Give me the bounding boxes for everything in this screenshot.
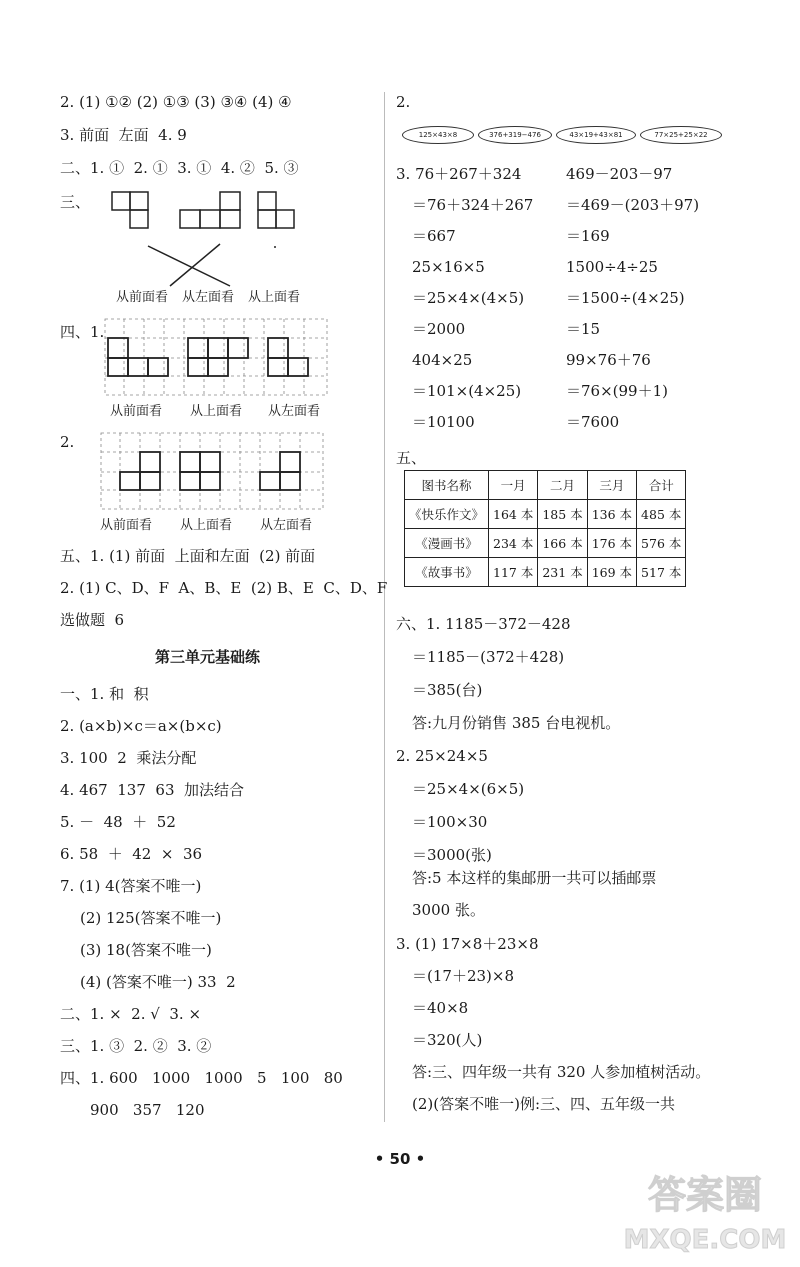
answer-line: (3) 18(答案不唯一) — [80, 941, 212, 959]
table-header-cell: 三月 — [587, 471, 636, 500]
table-cell: 164 本 — [489, 500, 538, 529]
answer-line: 7. (1) 4(答案不唯一) — [60, 877, 202, 895]
calc-line: 404×25 — [412, 351, 473, 369]
answer-line: 3. 100 2 乘法分配 — [60, 749, 197, 767]
figure-caption: 从上面看 — [248, 290, 301, 305]
figure-caption: 从上面看 — [190, 404, 243, 419]
figure-caption: 从左面看 — [182, 290, 235, 305]
table-cell: 《漫画书》 — [405, 529, 489, 558]
answer-line: 4. 467 137 63 加法结合 — [60, 781, 245, 799]
table-header-cell: 图书名称 — [405, 471, 489, 500]
section-title: 第三单元基础练 — [155, 648, 261, 666]
answer-line: 五、 — [396, 449, 427, 467]
calc-line: 3. 76＋267＋324 — [396, 165, 522, 183]
figure-caption: 从前面看 — [100, 518, 153, 533]
answer-line: ＝40×8 — [412, 999, 469, 1017]
table-cell: 136 本 — [587, 500, 636, 529]
figure-caption: 从上面看 — [180, 518, 233, 533]
table-header-cell: 一月 — [489, 471, 538, 500]
table-cell: 231 本 — [538, 558, 587, 587]
answer-line: 900 357 120 — [90, 1101, 205, 1119]
answer-line: ＝100×30 — [412, 813, 488, 831]
answer-line: ＝1185－(372＋428) — [412, 648, 565, 666]
table-cell: 《故事书》 — [405, 558, 489, 587]
expression-oval: 43×19+43×81 — [556, 126, 636, 144]
figure-caption: 从前面看 — [110, 404, 163, 419]
calc-line: ＝76＋324＋267 — [412, 196, 534, 214]
table-cell: 166 本 — [538, 529, 587, 558]
calc-line: ＝1500÷(4×25) — [566, 289, 685, 307]
calc-line: 99×76＋76 — [566, 351, 651, 369]
answer-line: 2. (1) C、D、F A、B、E (2) B、E C、D、F — [60, 579, 388, 597]
table-cell: 576 本 — [637, 529, 686, 558]
page-number: • 50 • — [374, 1150, 426, 1168]
calc-line: ＝469－(203＋97) — [566, 196, 700, 214]
answer-line: 六、1. 1185－372－428 — [396, 615, 571, 633]
calc-line: ＝15 — [566, 320, 601, 338]
answer-line: ＝(17＋23)×8 — [412, 967, 514, 985]
answer-line: 2. (a×b)×c＝a×(b×c) — [60, 717, 222, 735]
answer-line: 2. 25×24×5 — [396, 747, 488, 765]
answer-line: 3. (1) 17×8＋23×8 — [396, 935, 539, 953]
expression-ovals — [402, 126, 722, 144]
figure-caption: 从左面看 — [268, 404, 321, 419]
watermark-bottom: MXQE.COM — [623, 1225, 787, 1255]
table-cell: 517 本 — [637, 558, 686, 587]
figure-caption: 从前面看 — [116, 290, 169, 305]
calc-line: ＝7600 — [566, 413, 620, 431]
answer-line: 五、1. (1) 前面 上面和左面 (2) 前面 — [60, 547, 316, 565]
book-sales-table — [404, 470, 686, 587]
views-grid-4-2 — [100, 432, 325, 510]
answer-line: 选做题 6 — [60, 611, 125, 629]
calc-line: ＝667 — [412, 227, 456, 245]
table-row — [405, 500, 686, 529]
answer-line: 四、1. 600 1000 1000 5 100 80 — [60, 1069, 343, 1087]
answer-line: 三、 — [60, 193, 91, 211]
answer-line: 2. — [60, 433, 75, 451]
answer-line: 2. (1) ①② (2) ①③ (3) ③④ (4) ④ — [60, 93, 292, 111]
table-cell: 485 本 — [637, 500, 686, 529]
answer-line: 答:三、四年级一共有 320 人参加植树活动。 — [412, 1063, 711, 1081]
answer-line: 答:九月份销售 385 台电视机。 — [412, 714, 621, 732]
answer-line: 3. 前面 左面 4. 9 — [60, 126, 187, 144]
views-grid-4-1 — [104, 318, 329, 396]
calc-line: ＝76×(99＋1) — [566, 382, 668, 400]
table-header-cell: 合计 — [637, 471, 686, 500]
answer-line: 答:5 本这样的集邮册一共可以插邮票 — [412, 869, 657, 887]
calc-line: 469－203－97 — [566, 165, 673, 183]
calc-line: 1500÷4÷25 — [566, 258, 658, 276]
answer-line: 3000 张。 — [412, 901, 485, 919]
watermark-top: 答案圈 — [647, 1173, 763, 1217]
answer-line: ＝3000(张) — [412, 846, 492, 864]
answer-line: 一、1. 和 积 — [60, 685, 149, 703]
answer-line: (2) 125(答案不唯一) — [80, 909, 222, 927]
calc-line: 25×16×5 — [412, 258, 485, 276]
table-header-cell: 二月 — [538, 471, 587, 500]
answer-line: 5. － 48 ＋ 52 — [60, 813, 176, 831]
answer-line: ＝25×4×(6×5) — [412, 780, 525, 798]
answer-line: 四、1. — [60, 323, 105, 341]
table-cell: 176 本 — [587, 529, 636, 558]
calc-line: ＝2000 — [412, 320, 466, 338]
table-cell: 169 本 — [587, 558, 636, 587]
views-figure-3 — [100, 188, 330, 288]
answer-line: 6. 58 ＋ 42 × 36 — [60, 845, 203, 863]
table-cell: 234 本 — [489, 529, 538, 558]
table-cell: 185 本 — [538, 500, 587, 529]
answer-line: (4) (答案不唯一) 33 2 — [80, 973, 236, 991]
table-cell: 《快乐作文》 — [405, 500, 489, 529]
table-cell: 117 本 — [489, 558, 538, 587]
column-divider — [384, 92, 385, 1122]
calc-line: ＝169 — [566, 227, 610, 245]
calc-line: ＝10100 — [412, 413, 475, 431]
answer-line: ＝320(人) — [412, 1031, 483, 1049]
answer-line: 2. — [396, 93, 411, 111]
expression-oval: 125×43×8 — [402, 126, 474, 144]
answer-line: (2)(答案不唯一)例:三、四、五年级一共 — [412, 1095, 676, 1113]
expression-oval: 376+319−476 — [478, 126, 552, 144]
table-header-row — [405, 471, 686, 500]
table-row — [405, 529, 686, 558]
expression-oval: 77×25+25×22 — [640, 126, 722, 144]
table-row — [405, 558, 686, 587]
answer-line: ＝385(台) — [412, 681, 483, 699]
answer-line: 二、1. ① 2. ① 3. ① 4. ② 5. ③ — [60, 159, 299, 177]
answer-line: 二、1. × 2. √ 3. × — [60, 1005, 202, 1023]
figure-caption: 从左面看 — [260, 518, 313, 533]
answer-line: 三、1. ③ 2. ② 3. ② — [60, 1037, 212, 1055]
watermark-logo — [620, 1160, 790, 1260]
calc-line: ＝25×4×(4×5) — [412, 289, 525, 307]
calc-line: ＝101×(4×25) — [412, 382, 522, 400]
